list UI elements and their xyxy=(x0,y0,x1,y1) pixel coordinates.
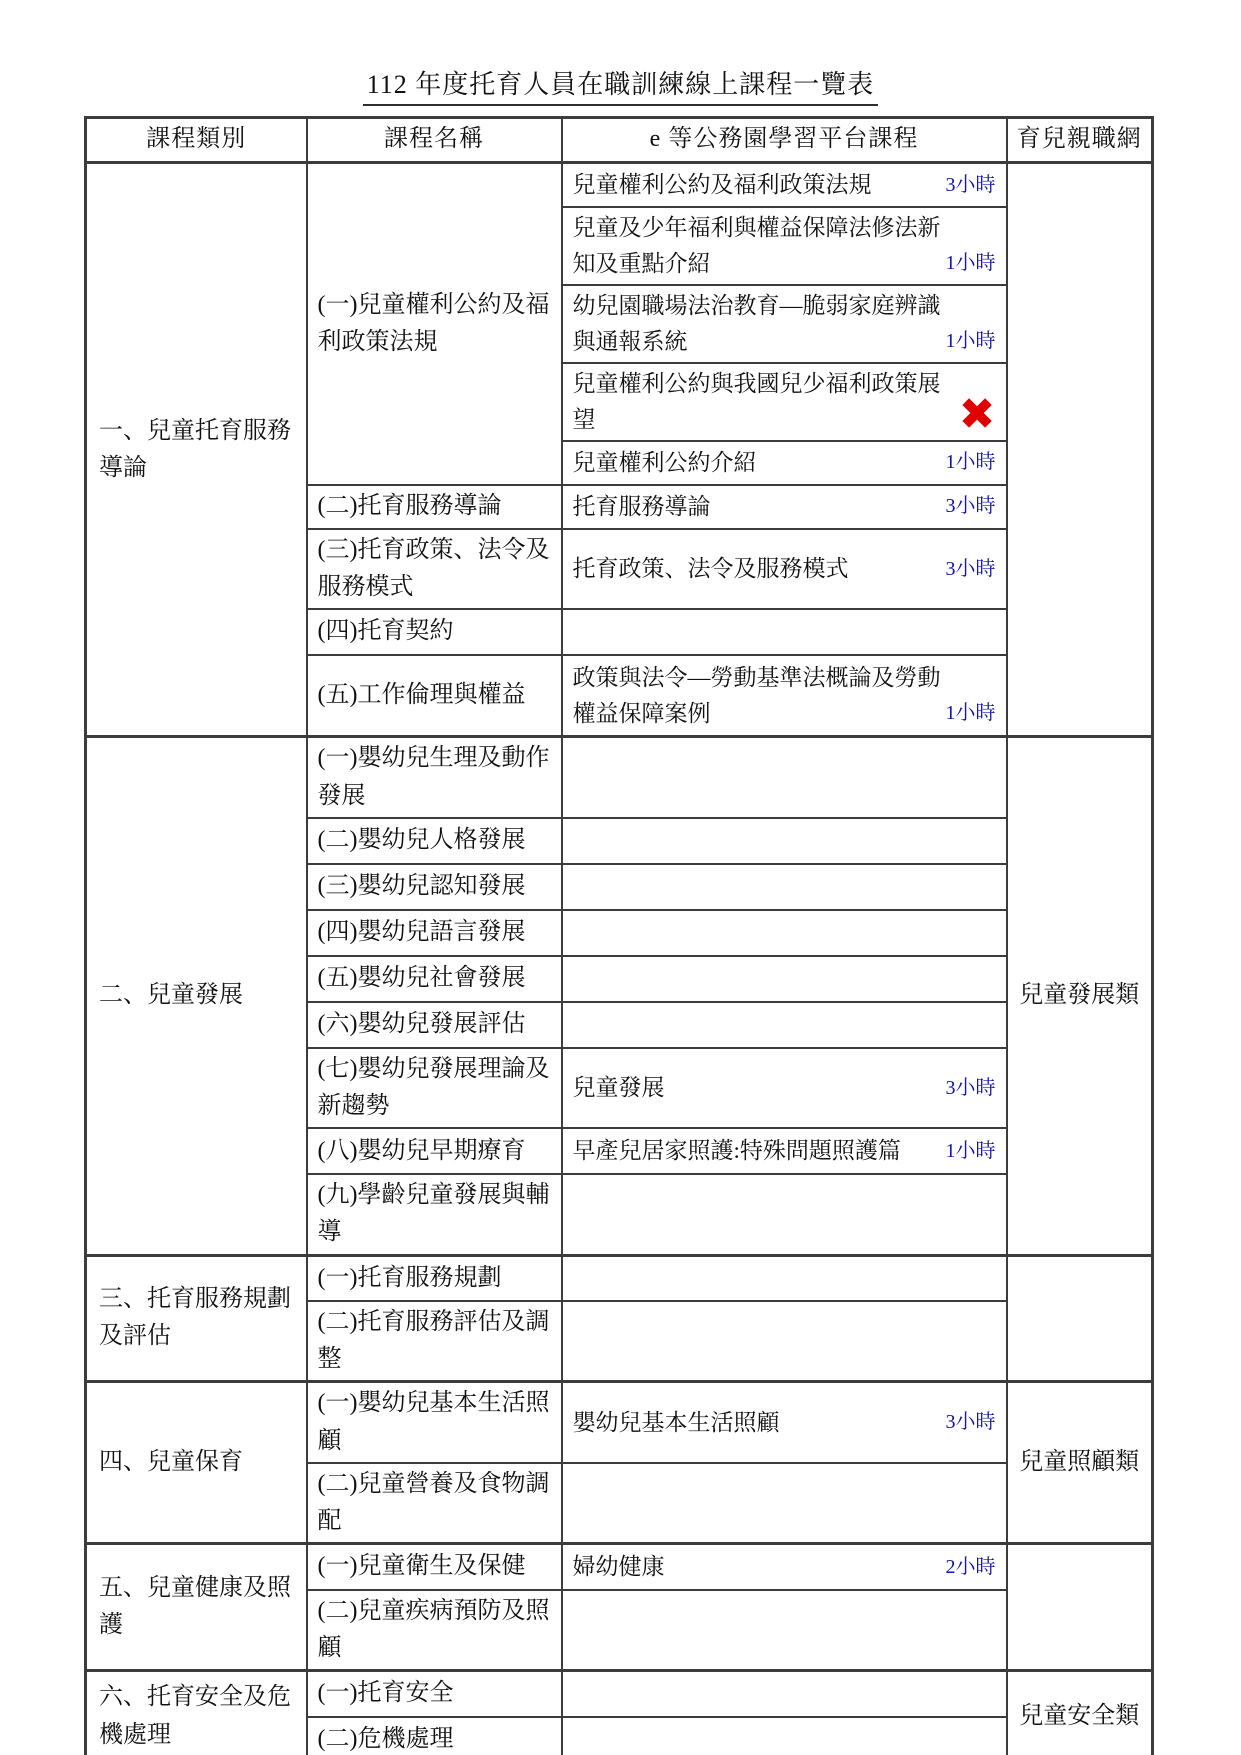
ecourse-cell xyxy=(562,529,1007,609)
category-cell: 五、兒童健康及照護 xyxy=(86,1544,307,1671)
course-name-cell: (二)托育服務評估及調整 xyxy=(307,1301,562,1382)
ecourse-title: 政策與法令—勞動基準法概論及勞動權益保障案例 xyxy=(572,664,941,726)
ecourse-hours: 3小時 xyxy=(945,173,996,196)
column-header-course-name: 課程名稱 xyxy=(307,118,562,163)
ecourse-hours: 3小時 xyxy=(945,1076,996,1099)
course-name-cell: (一)托育服務規劃 xyxy=(307,1255,562,1301)
ecourse-cell-empty xyxy=(562,1717,1007,1755)
table-row xyxy=(86,163,1153,207)
ecourse-cell xyxy=(562,655,1007,737)
ecourse-title: 幼兒園職場法治教育—脆弱家庭辨識與通報系統 xyxy=(572,292,941,354)
ecourse-title: 托育服務導論 xyxy=(572,493,711,519)
category-cell: 六、托育安全及危機處理 xyxy=(86,1671,307,1755)
ecourse-title: 早產兒居家照護:特殊問題照護篇 xyxy=(572,1138,901,1164)
ecourse-cell xyxy=(562,207,1007,285)
ecourse-cell-empty xyxy=(562,864,1007,910)
ecourse-cell xyxy=(562,1544,1007,1590)
ecourse-cell-empty xyxy=(562,1174,1007,1255)
unavailable-x-icon: ✖ xyxy=(958,389,996,441)
course-name-cell: (二)兒童疾病預防及照顧 xyxy=(307,1590,562,1671)
ecourse-cell xyxy=(562,163,1007,207)
ecourse-cell-empty xyxy=(562,737,1007,818)
ecourse-cell xyxy=(562,1048,1007,1128)
ecourse-title: 婦幼健康 xyxy=(572,1554,665,1580)
ecourse-hours: 1小時 xyxy=(945,702,996,725)
course-name-cell: (八)嬰幼兒早期療育 xyxy=(307,1128,562,1174)
parenting-category-cell: 兒童發展類 xyxy=(1007,737,1153,1255)
course-name-cell: (六)嬰幼兒發展評估 xyxy=(307,1002,562,1048)
ecourse-cell-empty xyxy=(562,1671,1007,1717)
ecourse-cell xyxy=(562,285,1007,363)
course-name-cell: (二)嬰幼兒人格發展 xyxy=(307,818,562,864)
ecourse-title: 兒童發展 xyxy=(572,1075,665,1101)
ecourse-hours: 3小時 xyxy=(945,557,996,580)
parenting-category-cell: 兒童安全類 xyxy=(1007,1671,1153,1755)
ecourse-title: 兒童權利公約與我國兒少福利政策展望 xyxy=(572,370,941,432)
header-row xyxy=(86,118,1153,163)
parenting-category-cell-empty xyxy=(1007,1544,1153,1671)
parenting-category-cell: 兒童照顧類 xyxy=(1007,1382,1153,1544)
ecourse-cell-empty xyxy=(562,1301,1007,1382)
ecourse-cell-empty xyxy=(562,1463,1007,1544)
ecourse-cell-empty xyxy=(562,818,1007,864)
course-name-cell: (二)兒童營養及食物調配 xyxy=(307,1463,562,1544)
course-name-cell: (九)學齡兒童發展與輔導 xyxy=(307,1174,562,1255)
category-cell: 三、托育服務規劃及評估 xyxy=(86,1255,307,1382)
ecourse-title: 兒童權利公約介紹 xyxy=(572,449,757,475)
course-name-cell: (一)托育安全 xyxy=(307,1671,562,1717)
course-name-cell: (二)托育服務導論 xyxy=(307,485,562,529)
ecourse-cell xyxy=(562,1128,1007,1174)
column-header-category: 課程類別 xyxy=(86,118,307,163)
parenting-category-cell-empty xyxy=(1007,163,1153,737)
category-cell: 一、兒童托育服務導論 xyxy=(86,163,307,737)
ecourse-title: 兒童權利公約及福利政策法規 xyxy=(572,171,872,197)
ecourse-cell-empty xyxy=(562,1255,1007,1301)
course-name-cell: (三)托育政策、法令及服務模式 xyxy=(307,529,562,609)
course-name-cell: (四)嬰幼兒語言發展 xyxy=(307,910,562,956)
course-name-cell: (七)嬰幼兒發展理論及新趨勢 xyxy=(307,1048,562,1128)
ecourse-hours: 3小時 xyxy=(945,495,996,518)
page-title: 112 年度托育人員在職訓練線上課程一覽表 xyxy=(363,64,879,106)
ecourse-cell xyxy=(562,363,1007,441)
table-row xyxy=(86,1382,1153,1463)
category-cell: 四、兒童保育 xyxy=(86,1382,307,1544)
table-row xyxy=(86,1255,1153,1301)
ecourse-hours: 3小時 xyxy=(945,1411,996,1434)
ecourse-title: 嬰幼兒基本生活照顧 xyxy=(572,1409,780,1435)
course-name-cell: (二)危機處理 xyxy=(307,1717,562,1755)
ecourse-cell xyxy=(562,441,1007,485)
column-header-parenting-site: 育兒親職網 xyxy=(1007,118,1153,163)
table-row xyxy=(86,1544,1153,1590)
course-name-cell: (五)工作倫理與權益 xyxy=(307,655,562,737)
course-name-cell: (一)嬰幼兒基本生活照顧 xyxy=(307,1382,562,1463)
course-table xyxy=(84,116,1154,1755)
course-name-cell: (四)托育契約 xyxy=(307,609,562,655)
ecourse-title: 兒童及少年福利與權益保障法修法新知及重點介紹 xyxy=(572,214,941,276)
ecourse-hours: 1小時 xyxy=(945,1139,996,1162)
ecourse-cell-empty xyxy=(562,910,1007,956)
ecourse-hours: 1小時 xyxy=(945,451,996,474)
course-name-cell: (一)兒童權利公約及福利政策法規 xyxy=(307,163,562,485)
course-name-cell: (三)嬰幼兒認知發展 xyxy=(307,864,562,910)
parenting-category-cell-empty xyxy=(1007,1255,1153,1382)
course-name-cell: (一)嬰幼兒生理及動作發展 xyxy=(307,737,562,818)
ecourse-cell-empty xyxy=(562,609,1007,655)
category-cell: 二、兒童發展 xyxy=(86,737,307,1255)
course-name-cell: (五)嬰幼兒社會發展 xyxy=(307,956,562,1002)
ecourse-cell-empty xyxy=(562,956,1007,1002)
course-name-cell: (一)兒童衛生及保健 xyxy=(307,1544,562,1590)
ecourse-hours: 2小時 xyxy=(945,1555,996,1578)
ecourse-cell-empty xyxy=(562,1590,1007,1671)
ecourse-cell xyxy=(562,1382,1007,1463)
table-row xyxy=(86,737,1153,818)
ecourse-cell-empty xyxy=(562,1002,1007,1048)
table-row xyxy=(86,1671,1153,1717)
ecourse-title: 托育政策、法令及服務模式 xyxy=(572,555,849,581)
ecourse-hours: 1小時 xyxy=(945,252,996,275)
ecourse-cell xyxy=(562,485,1007,529)
column-header-elearning: e 等公務園學習平台課程 xyxy=(562,118,1007,163)
ecourse-hours: 1小時 xyxy=(945,330,996,353)
